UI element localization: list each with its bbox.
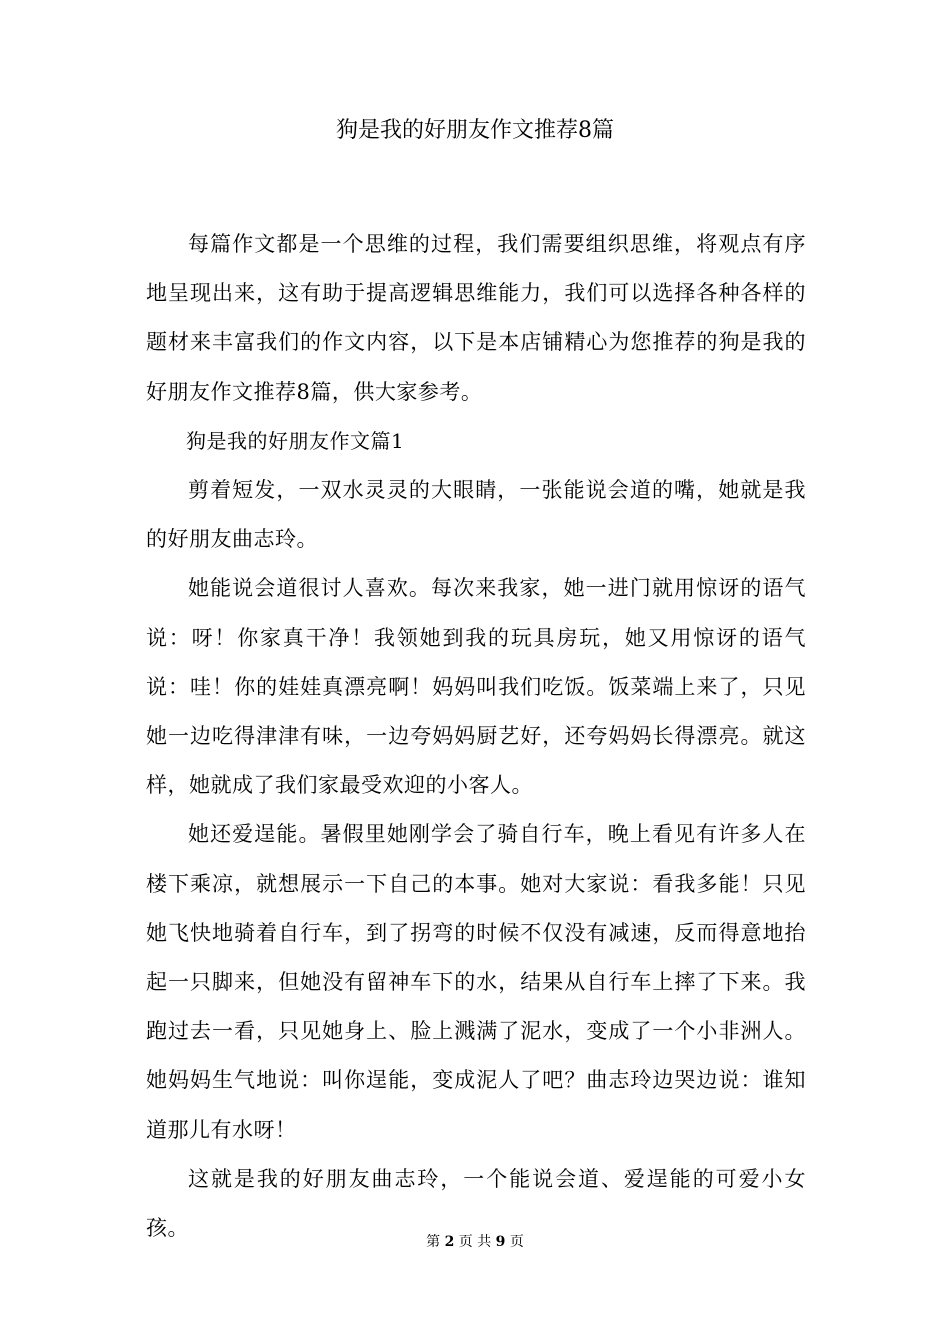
footer-middle: 页 共 [458, 1234, 492, 1250]
page-footer [0, 1232, 950, 1252]
body-paragraph: 她还爱逞能。暑假里她刚学会了骑自行车，晚上看见有许多人在楼下乘凉，就想展示一下自己的本事。她对大家说：看我多能！只见她飞快地骑着自行车，到了拐弯的时候不仅没有减速，反而得意地抬起一只脚来，但她没有留神车下的水，结果从自行车上摔了下来。我跑过去一看，只见她身上、脸上溅满了泥水，变成了一个小非洲人。她妈妈生气地说：叫你逞能，变成泥人了吧？曲志玲边哭边说：谁知道那儿有水呀！ [146, 822, 806, 1142]
document-title: 狗是我的好朋友作文推荐8篇 [336, 118, 614, 143]
section-heading: 狗是我的好朋友作文篇1 [186, 428, 405, 453]
body-paragraph: 这就是我的好朋友曲志玲，一个能说会道、爱逞能的可爱小女孩。 [146, 1166, 806, 1241]
current-page-number: 2 [444, 1234, 455, 1250]
body-paragraph: 她能说会道很讨人喜欢。每次来我家，她一进门就用惊讶的语气说：呀！你家真干净！我领她到我的玩具房玩，她又用惊讶的语气说：哇！你的娃娃真漂亮啊！妈妈叫我们吃饭。饭菜端上来了，只见她一边吃得津津有味，一边夸妈妈厨艺好，还夸妈妈长得漂亮。就这样，她就成了我们家最受欢迎的小客人。 [146, 576, 806, 798]
document-body [146, 220, 806, 1253]
total-pages-number: 9 [495, 1234, 506, 1250]
footer-suffix: 页 [509, 1234, 524, 1250]
body-paragraph: 剪着短发，一双水灵灵的大眼睛，一张能说会道的嘴，她就是我的好朋友曲志玲。 [146, 478, 806, 552]
intro-paragraph: 每篇作文都是一个思维的过程，我们需要组织思维，将观点有序地呈现出来，这有助于提高逻辑思维能力，我们可以选择各种各样的题材来丰富我们的作文内容，以下是本店铺精心为您推荐的狗是我的好朋友作文推荐8篇，供大家参考。 [146, 232, 806, 404]
footer-prefix: 第 [426, 1234, 441, 1250]
